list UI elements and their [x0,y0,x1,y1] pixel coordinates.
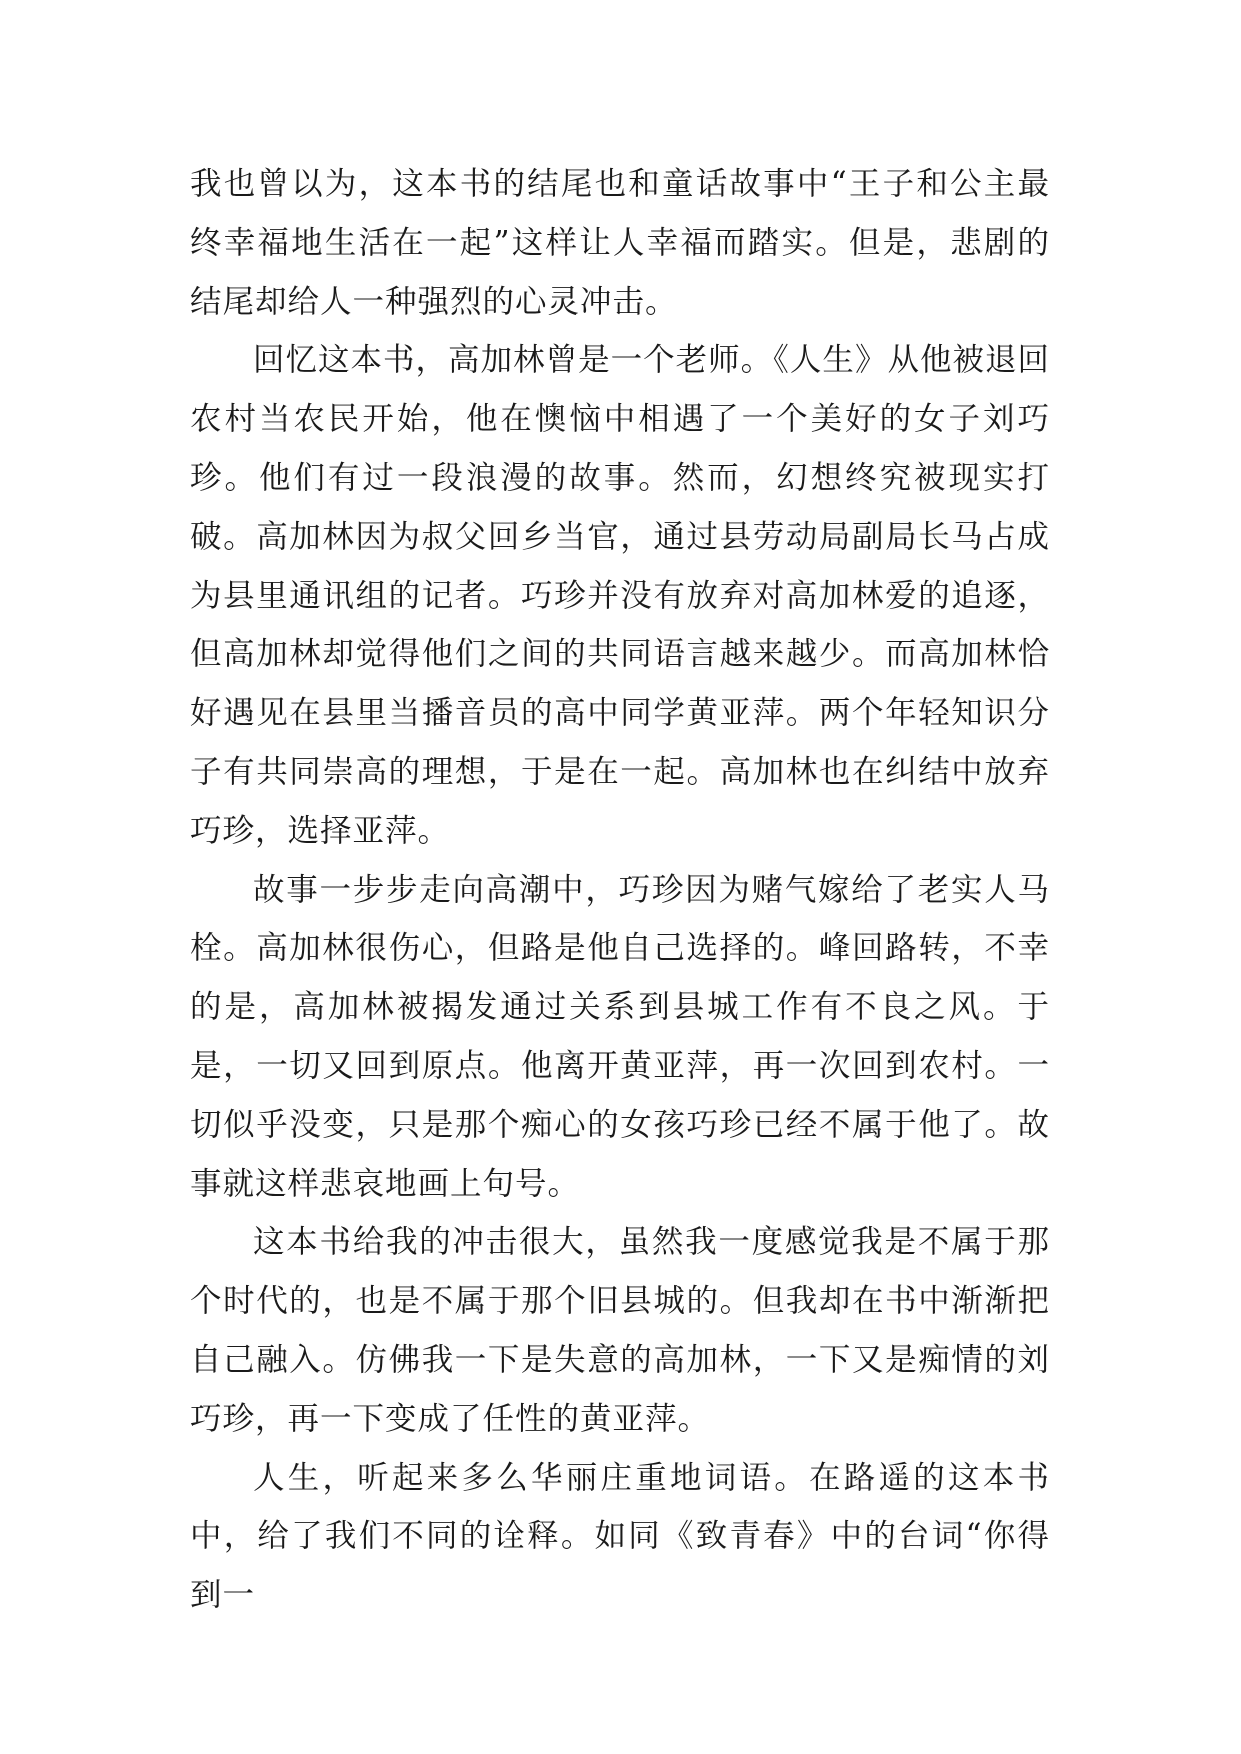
paragraph-4: 这本书给我的冲击很大，虽然我一度感觉我是不属于那个时代的，也是不属于那个旧县城的。但我却在书中渐渐把自己融入。仿佛我一下是失意的高加林，一下又是痴情的刘巧珍，再一下变成了任性的黄亚萍。 [190,1224,1050,1437]
paragraph-3: 故事一步步走向高潮中，巧珍因为赌气嫁给了老实人马栓。高加林很伤心，但路是他自己选择的。峰回路转，不幸的是，高加林被揭发通过关系到县城工作有不良之风。于是，一切又回到原点。他离开黄亚萍，再一次回到农村。一切似乎没变，只是那个痴心的女孩巧珍已经不属于他了。故事就这样悲哀地画上句号。 [190,871,1050,1202]
document-body [190,155,1050,1625]
paragraph-5: 人生，听起来多么华丽庄重地词语。在路遥的这本书中，给了我们不同的诠释。如同《致青春》中的台词“你得到一 [190,1459,1050,1614]
paragraph-1: 我也曾以为，这本书的结尾也和童话故事中“王子和公主最终幸福地生活在一起”这样让人幸福而踏实。但是，悲剧的结尾却给人一种强烈的心灵冲击。 [190,166,1050,320]
paragraph-2: 回忆这本书，高加林曾是一个老师。《人生》从他被退回农村当农民开始，他在懊恼中相遇了一个美好的女子刘巧珍。他们有过一段浪漫的故事。然而，幻想终究被现实打破。高加林因为叔父回乡当官，通过县劳动局副局长马占成为县里通讯组的记者。巧珍并没有放弃对高加林爱的追逐，但高加林却觉得他们之间的共同语言越来越少。而高加林恰好遇见在县里当播音员的高中同学黄亚萍。两个年轻知识分子有共同崇高的理想，于是在一起。高加林也在纠结中放弃巧珍，选择亚萍。 [190,342,1050,849]
